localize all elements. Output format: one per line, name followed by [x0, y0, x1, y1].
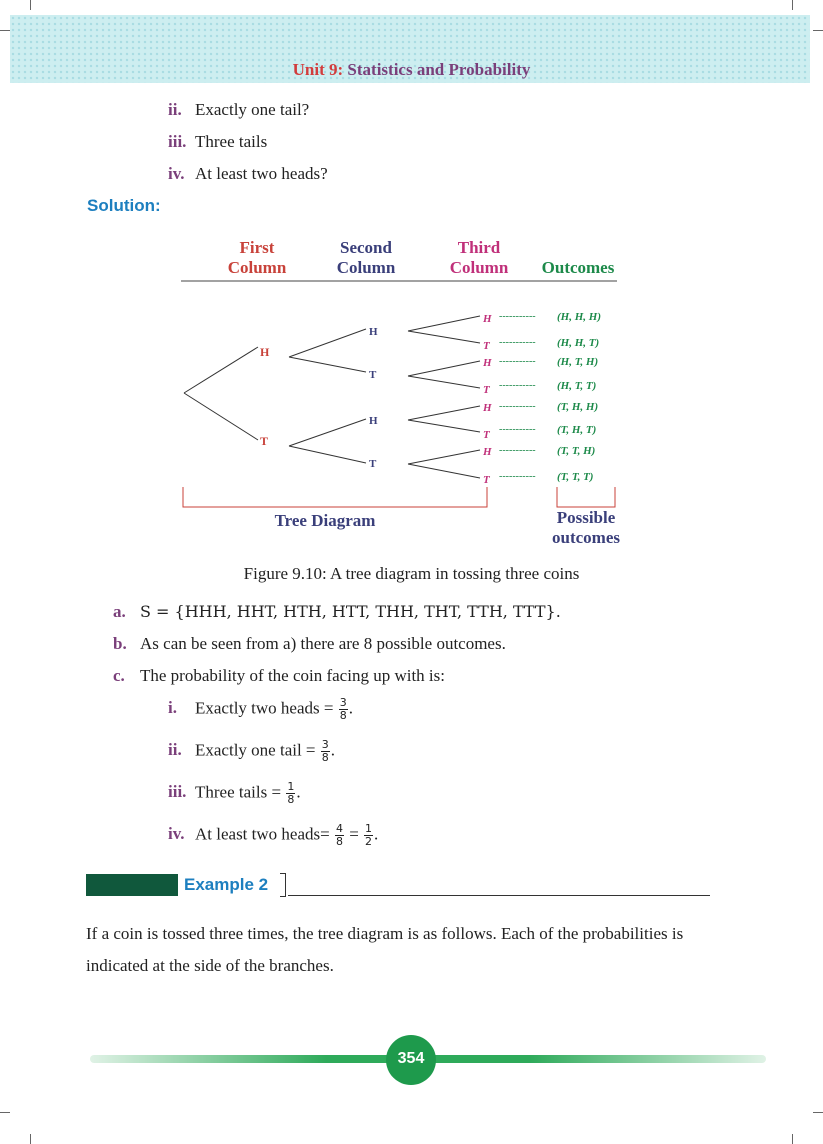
example-bracket — [280, 873, 286, 897]
denominator: 8 — [321, 751, 329, 764]
dot-leader: ----------- — [499, 471, 536, 482]
outcome: (T, T, T) — [557, 471, 594, 483]
node-third: H — [483, 357, 492, 369]
outcome: (T, T, H) — [557, 445, 596, 457]
possible-label-line1: Possible — [556, 508, 616, 527]
header-first-line2: Column — [227, 258, 287, 277]
branch — [289, 419, 366, 446]
tree-diagram — [0, 230, 823, 550]
sub-answer-label: i. — [168, 698, 177, 718]
branch — [408, 450, 480, 464]
question-label: iv. — [168, 164, 185, 183]
branch — [408, 420, 480, 432]
example-rule — [288, 895, 710, 896]
example-bar — [86, 874, 178, 896]
node-second: H — [369, 415, 378, 427]
branch — [408, 331, 480, 343]
answer-text: The probability of the coin facing up with is: — [140, 666, 445, 685]
equals-sign: = — [349, 824, 359, 844]
example-text: If a coin is tossed three times, the tree diagram is as follows. Each of the probabilities is indicated at the side of the branches. — [86, 924, 684, 975]
branch — [184, 347, 258, 393]
answer-b — [113, 634, 506, 654]
fraction — [286, 781, 295, 806]
denominator: 8 — [339, 709, 347, 722]
answer-text: S = {HHH, HHT, HTH, HTT, THH, THT, TTH, TTT}. — [140, 602, 561, 621]
branch — [408, 406, 480, 420]
branch — [408, 361, 480, 376]
branch — [289, 446, 366, 463]
sub-answer — [168, 823, 378, 848]
answer-text: As can be seen from a) there are 8 possible outcomes. — [140, 634, 506, 653]
question-text: At least two heads? — [195, 164, 328, 183]
unit-title — [0, 60, 823, 80]
crop-mark — [813, 30, 823, 31]
fraction — [335, 823, 344, 848]
outcome: (H, T, H) — [557, 356, 599, 368]
outcome: (H, H, T) — [557, 337, 600, 349]
crop-mark — [792, 1134, 793, 1144]
sub-answer-label: iv. — [168, 824, 185, 844]
branch — [408, 376, 480, 388]
question-item — [168, 164, 328, 184]
header-first-line1: First — [239, 238, 275, 257]
question-text: Three tails — [195, 132, 268, 151]
dot-leader: ----------- — [499, 424, 536, 435]
numerator: 1 — [287, 780, 295, 793]
numerator: 3 — [321, 738, 329, 751]
node-second: H — [369, 326, 378, 338]
denominator: 8 — [335, 835, 343, 848]
numerator: 4 — [335, 822, 343, 835]
sub-answer — [168, 697, 353, 722]
solution-label: Solution: — [87, 196, 161, 215]
example-label: Example 2 — [184, 875, 269, 894]
tree-bracket — [183, 487, 487, 507]
node-third: T — [483, 474, 490, 486]
numerator: 1 — [365, 822, 373, 835]
node-third: H — [483, 446, 492, 458]
fraction — [339, 697, 348, 722]
sub-answer-end: . — [330, 740, 336, 760]
outcome: (T, H, T) — [557, 424, 597, 436]
fraction — [321, 739, 330, 764]
crop-mark — [0, 30, 10, 31]
header-second-line2: Column — [336, 258, 396, 277]
unit-number: Unit 9 — [292, 60, 338, 79]
node-first: T — [260, 434, 269, 448]
outcome: (H, H, H) — [557, 311, 601, 323]
node-third: T — [483, 429, 490, 441]
fraction — [364, 823, 373, 848]
sub-answer-end: . — [348, 698, 353, 718]
header-third-line1: Third — [457, 238, 501, 257]
figure-caption: Figure 9.10: A tree diagram in tossing three coins — [243, 564, 580, 583]
answer-a — [113, 602, 561, 622]
sub-answer-label: iii. — [168, 782, 187, 802]
branch — [184, 393, 258, 440]
answer-label: c. — [113, 666, 125, 685]
header-third-line2: Column — [449, 258, 509, 277]
crop-mark — [30, 0, 31, 10]
header-outcomes: Outcomes — [541, 258, 615, 277]
dot-leader: ----------- — [499, 337, 536, 348]
unit-separator: : — [337, 60, 344, 79]
sub-answer-end: . — [374, 824, 379, 844]
crop-mark — [792, 0, 793, 10]
branch — [408, 464, 480, 478]
node-third: T — [483, 384, 490, 396]
crop-mark — [30, 1134, 31, 1144]
node-third: H — [483, 402, 492, 414]
outcome: (H, T, T) — [557, 380, 597, 392]
denominator: 2 — [365, 835, 373, 848]
branch — [289, 329, 366, 357]
sub-answer-text: At least two heads= — [195, 824, 330, 844]
outcome: (T, H, H) — [557, 401, 599, 413]
dot-leader: ----------- — [499, 356, 536, 367]
denominator: 8 — [287, 793, 295, 806]
possible-label-line2: outcomes — [552, 528, 620, 547]
answer-label: b. — [113, 634, 127, 653]
page-number: 354 — [397, 1050, 425, 1067]
dot-leader: ----------- — [499, 311, 536, 322]
question-item — [168, 132, 267, 152]
sub-answer-end: . — [296, 782, 301, 802]
node-third: T — [483, 340, 490, 352]
question-label: ii. — [168, 100, 182, 119]
question-item — [168, 100, 309, 120]
branch — [408, 316, 480, 331]
node-third: H — [483, 313, 492, 325]
outcomes-bracket — [557, 487, 615, 507]
sub-answer-text: Exactly two heads = — [195, 698, 334, 718]
dot-leader: ----------- — [499, 380, 536, 391]
answer-c — [113, 666, 445, 686]
sub-answer-label: ii. — [168, 740, 182, 760]
unit-title-text: Statistics and Probability — [343, 60, 531, 79]
crop-mark — [813, 1112, 823, 1113]
sub-answer — [168, 781, 301, 806]
numerator: 3 — [339, 696, 347, 709]
node-first: H — [260, 345, 270, 359]
tree-diagram-label: Tree Diagram — [274, 511, 376, 530]
header-second-line1: Second — [340, 238, 392, 257]
sub-answer-text: Exactly one tail = — [195, 740, 316, 760]
question-text: Exactly one tail? — [195, 100, 310, 119]
answer-label: a. — [113, 602, 126, 621]
branch — [289, 357, 366, 372]
crop-mark — [0, 1112, 10, 1113]
sub-answer-text: Three tails = — [195, 782, 282, 802]
sub-answer — [168, 739, 335, 764]
node-second: T — [369, 458, 377, 470]
dot-leader: ----------- — [499, 445, 536, 456]
dot-leader: ----------- — [499, 401, 536, 412]
node-second: T — [369, 369, 377, 381]
question-label: iii. — [168, 132, 187, 151]
